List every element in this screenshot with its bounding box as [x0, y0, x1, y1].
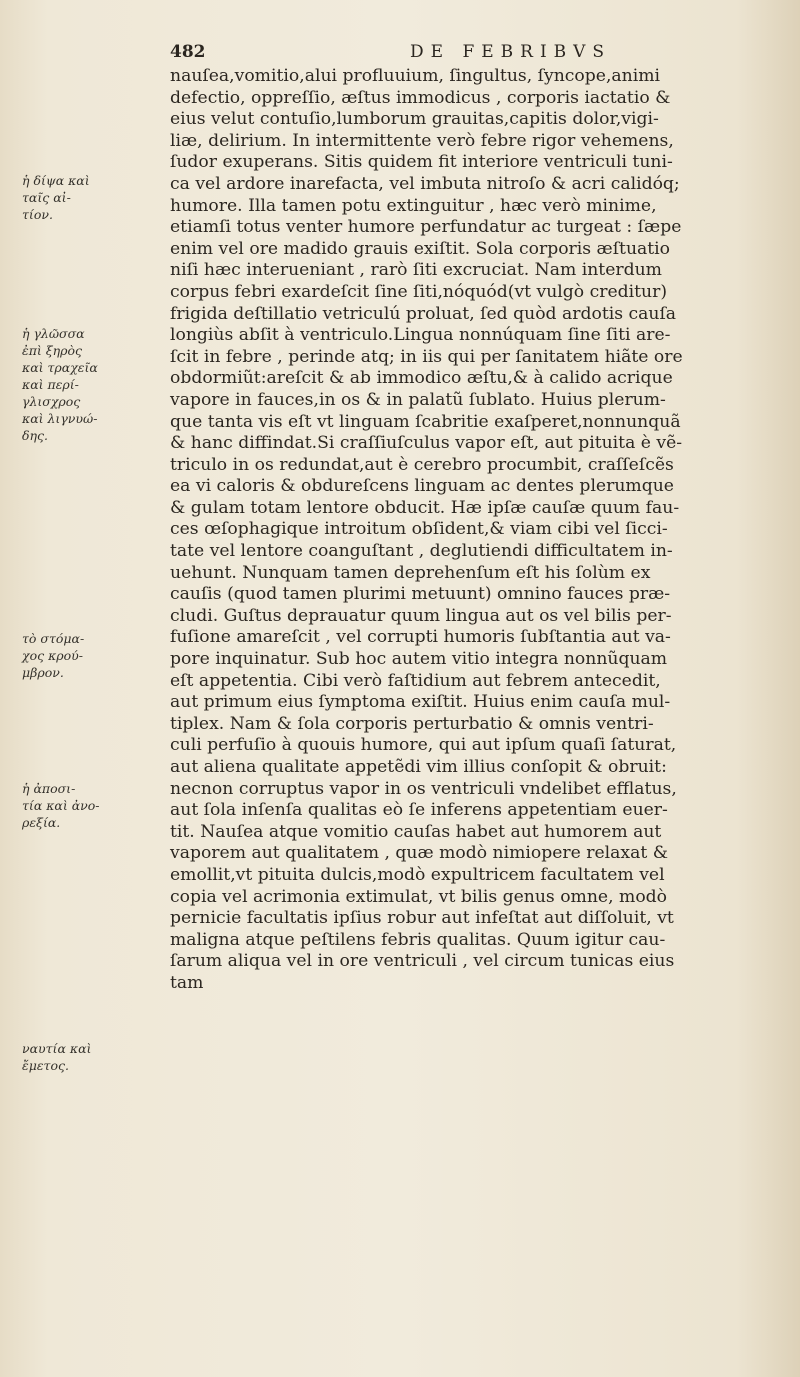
marginal-line: ρεξία. — [22, 815, 61, 830]
text-line: ſarum aliqua vel in ore ventriculi , vel circum tunicas eius — [170, 951, 675, 972]
text-line: defectio, oppreſſio, æſtus immodicus , corporis iactatio & — [170, 87, 671, 108]
text-line: tate vel lentore coanguſtant , deglutiendi difficultatem in- — [170, 541, 673, 562]
text-line: ſcit in febre , perinde atq; in iis qui per ſanitatem hiãte ore — [170, 346, 683, 367]
text-line: humore. Illa tamen potu extinguitur , hæc verò minime, — [170, 195, 657, 216]
marginal-line: ταῖς αἰ- — [22, 190, 71, 205]
text-line: aut ſola inſenſa qualitas eò ſe inferens appetentiam euer- — [170, 800, 668, 821]
text-line: pore inquinatur. Sub hoc autem vitio integra nonnũquam — [170, 649, 668, 670]
text-line: emollit,vt pituita dulcis,modò expultricem facultatem vel — [170, 864, 665, 885]
text-line: uehunt. Nunquam tamen deprehenſum eſt his ſolùm ex — [170, 562, 651, 583]
marginal-line: ἡ δίψα καὶ — [22, 173, 90, 188]
marginal-line: τία καὶ ἀνο- — [22, 798, 100, 813]
text-line: ſudor exuperans. Sitis quidem fit interiore ventriculi tuni- — [170, 152, 673, 173]
text-line: enim vel ore madido grauis exiſtit. Sola corporis æſtuatio — [170, 238, 671, 259]
marginal-line: τίον. — [22, 207, 53, 222]
marginal-line: ἐπὶ ξηρὸς — [22, 343, 83, 358]
marginal-line: ἡ γλῶσσα — [22, 326, 85, 341]
marginal-line: μβρον. — [22, 665, 64, 680]
marginal-note-nausea — [22, 1040, 134, 1074]
text-line: culi perfuſio à quouis humore, qui aut ipſum quaſi ſaturat, — [170, 735, 677, 756]
text-line: triculo in os redundat,aut è cerebro procumbit, craſſeſcẽs — [170, 454, 674, 475]
text-line: frigida deſtillatio vetriculú proluat, ſed quòd ardotis cauſa — [170, 303, 677, 324]
body-text — [170, 66, 770, 995]
page-number: 482 — [170, 42, 206, 62]
text-line: nauſea,vomitio,alui profluuium, ſingultus, ſyncope,animi — [170, 66, 661, 86]
marginal-note-dipsa — [22, 172, 134, 223]
marginal-note-stomachos — [22, 630, 134, 681]
marginal-note-anorexia — [22, 780, 134, 831]
text-line: cludi. Guſtus deprauatur quum lingua aut os vel bilis per- — [170, 605, 672, 626]
text-line: pernicie facultatis ipſius robur aut infeſtat aut diſſoluit, vt — [170, 908, 674, 929]
text-line: corpus febri exardeſcit ſine ſiti,nóquód(vt vulgò creditur) — [170, 281, 668, 302]
text-line: etiamſi totus venter humore perfundatur ac turgeat : ſæpe — [170, 217, 682, 238]
marginal-line: τὸ στόμα- — [22, 631, 85, 646]
marginal-line: ἔμετος. — [22, 1058, 69, 1073]
text-line: vaporem aut qualitatem , quæ modò nimiopere relaxat & — [170, 843, 669, 864]
text-line: & hanc diffindat.Si craſſiuſculus vapor eſt, aut pituita è vẽ- — [170, 433, 683, 454]
text-line: fuſione amareſcit , vel corrupti humoris ſubſtantia aut va- — [170, 627, 671, 648]
marginal-line: δης. — [22, 428, 48, 443]
text-line: aut primum eius ſymptoma exiſtit. Huius enim cauſa mul- — [170, 692, 671, 713]
text-line: ces œſophagique introitum obſident,& viam cibi vel ſicci- — [170, 519, 668, 540]
text-line: tiplex. Nam & ſola corporis perturbatio & omnis ventri- — [170, 713, 654, 734]
text-line: aut aliena qualitate appetẽdi vim illius conſopit & obruit: — [170, 757, 667, 777]
running-title: DE FEBRIBVS — [410, 42, 612, 62]
text-line: obdormiũt:areſcit & ab immodico æſtu,& à calido acrique — [170, 368, 673, 389]
text-line: longiùs abſit à ventriculo.Lingua nonnúquam ſine ſiti are- — [170, 325, 671, 346]
text-line: tit. Nauſea atque vomitio cauſas habet aut humorem aut — [170, 821, 662, 842]
text-line: vapore in fauces,in os & in palatũ ſublato. Huius plerum- — [170, 389, 666, 410]
marginal-line: ναυτία καὶ — [22, 1041, 92, 1056]
marginal-line: γλισχρος — [22, 394, 81, 409]
text-line: necnon corruptus vapor in os ventriculi vndelibet efflatus, — [170, 778, 677, 799]
text-line: que tanta vis eſt vt linguam ſcabritie exaſperet,nonnunquã — [170, 411, 681, 432]
text-line: eius velut contuſio,lumborum grauitas,capitis dolor,vigi- — [170, 109, 659, 130]
text-line: ca vel ardore inarefacta, vel imbuta nitroſo & acri calidóq; — [170, 173, 680, 194]
text-line: ea vi caloris & obdureſcens linguam ac dentes plerumque — [170, 476, 674, 497]
text-line: liæ, delirium. In intermittente verò febre rigor vehemens, — [170, 130, 674, 151]
marginal-line: καὶ τραχεῖα — [22, 360, 98, 375]
text-line: eſt appetentia. Cibi verò faſtidium aut febrem antecedit, — [170, 670, 661, 691]
marginal-note-glossa — [22, 325, 134, 444]
text-line: tam — [170, 972, 204, 993]
marginal-line: χος κρού- — [22, 648, 83, 663]
marginal-line: καὶ λιγνυώ- — [22, 411, 98, 426]
marginal-line: ἡ ἀποσι- — [22, 781, 76, 796]
text-line: copia vel acrimonia extimulat, vt bilis genus omne, modò — [170, 886, 668, 907]
text-line: & gulam totam lentore obducit. Hæ ipſæ cauſæ quum fau- — [170, 497, 680, 518]
text-line: niſi hæc interueniant , rarò ſiti excruciat. Nam interdum — [170, 260, 662, 281]
text-line: cauſis (quod tamen plurimi metuunt) omnino fauces præ- — [170, 584, 671, 605]
page-header — [170, 38, 760, 66]
text-line: maligna atque peſtilens febris qualitas. Quum igitur cau- — [170, 929, 666, 950]
marginal-line: καὶ περί- — [22, 377, 79, 392]
